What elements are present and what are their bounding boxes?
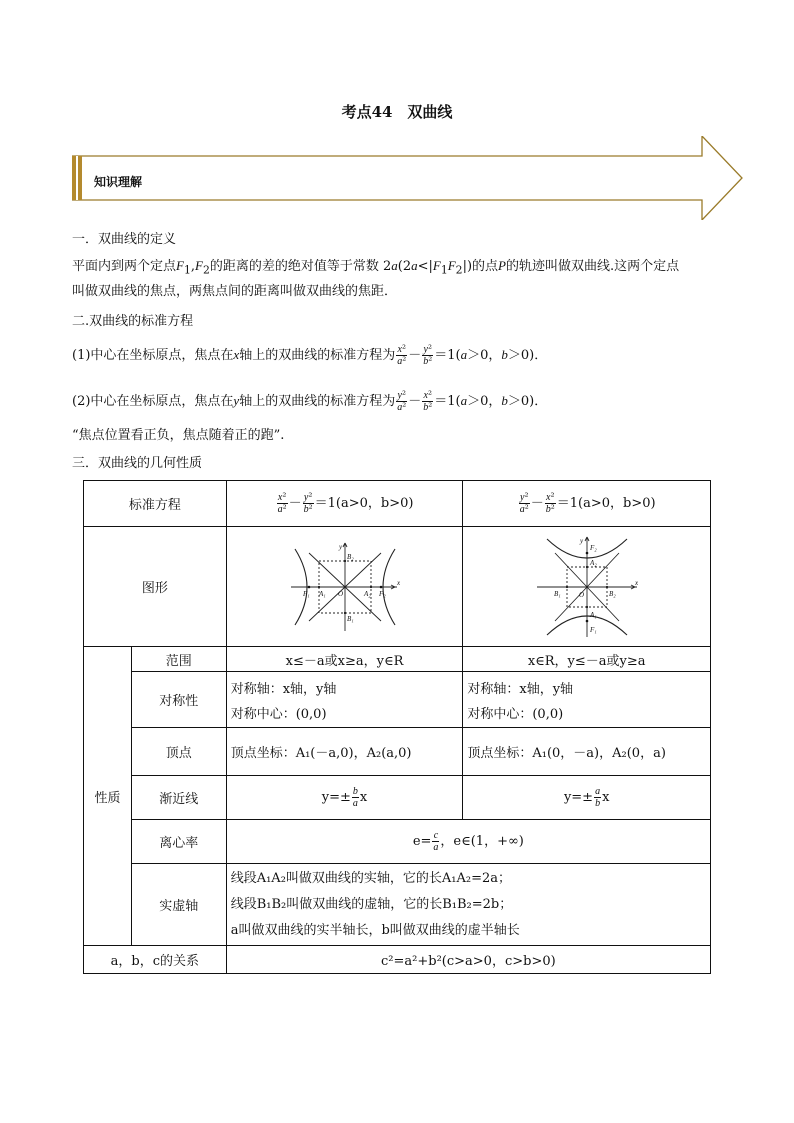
mnemonic-note: “焦点位置看正负，焦点随着正的跑”. (72, 428, 285, 443)
text: 的距离的差的绝对值等于常数 2 (209, 259, 392, 274)
b1-label: B₁ (346, 614, 354, 623)
y-axis-label: y (579, 536, 583, 545)
text: 平面内到两个定点 (72, 259, 177, 274)
text: ＞0)． (507, 348, 548, 363)
asymptote-right: y=± $\frac{a}{b}$ x (463, 776, 711, 820)
text: x (602, 790, 610, 805)
properties-table (83, 480, 711, 974)
text: <| (417, 259, 433, 274)
table-row (84, 481, 711, 527)
standard-eq-x: (1)中心在坐标原点，焦点在x轴上的双曲线的标准方程为 $\frac{\text{x²}}{\text{a²}}$ － $\frac{\text{y²}}{\text{b²}}$ ＝1(a＞0，b＞0)． (72, 344, 548, 367)
eq-left: $\frac{\text{x²}}{\text{a²}}$ － $\frac{\text{y²}}{\text{b²}}$ ＝1(a>0，b>0) (226, 481, 463, 527)
row-label-vertex: 顶点 (131, 728, 226, 776)
text: 对称轴：x轴，y轴 (467, 681, 574, 697)
definition-line-1: 平面内到两个定点$F_1,F_2$的距离的差的绝对值等于常数 $2a(2a<|F_1F_2|)$的点P的轨迹叫做双曲线.这两个定点 (72, 258, 680, 277)
b2-label: B₂ (346, 552, 354, 561)
range-left: x≤－a或x≥a，y∈R (226, 647, 463, 672)
graph-x-hyperbola (226, 527, 463, 647)
text: ＝1( (434, 394, 461, 409)
row-label-axes: 实虚轴 (131, 864, 226, 946)
text: e= (412, 834, 432, 849)
row-label-asymptote: 渐近线 (131, 776, 226, 820)
text: (2)中心在坐标原点，焦点在 (72, 394, 234, 409)
hyperbola-x-figure (287, 539, 403, 635)
table-row (84, 647, 711, 672)
section2-heading: 二.双曲线的标准方程 (72, 314, 194, 329)
range-right: x∈R，y≤－a或y≥a (463, 647, 711, 672)
text: a (391, 258, 398, 273)
text: ＝1(a>0，b>0) (556, 496, 656, 511)
graph-y-hyperbola (463, 527, 711, 647)
symmetry-right (463, 672, 711, 728)
asymptote-left: y=± $\frac{b}{a}$ x (226, 776, 463, 820)
row-label-range: 范围 (131, 647, 226, 672)
x-axis-label: x (396, 578, 400, 587)
table-row (84, 864, 711, 946)
text: 对称中心：(0,0) (467, 706, 564, 722)
text: 的轨迹叫做双曲线.这两个定点 (505, 259, 680, 274)
eccentricity-value: e= $\frac{c}{a}$ ，e∈(1，+∞) (226, 820, 710, 864)
a1-label: A₁ (318, 589, 326, 598)
table-row (84, 946, 711, 974)
text: (1)中心在坐标原点，焦点在 (72, 348, 234, 363)
definition-line-2: 叫做双曲线的焦点，两焦点间的距离叫做双曲线的焦距． (72, 284, 398, 299)
f1-label: F₁ (589, 625, 597, 634)
text: 对称中心：(0,0) (230, 706, 327, 722)
section-banner (72, 136, 744, 220)
section1-heading: 一．双曲线的定义 (72, 232, 177, 247)
text: x (233, 347, 240, 362)
a2-label: A₂ (363, 589, 371, 598)
text: (2 (397, 259, 412, 274)
text: 轴上的双曲线的标准方程为 (239, 394, 396, 409)
y-axis-label: y (338, 542, 342, 551)
banner-label: 知识理解 (94, 175, 143, 189)
header-properties: 性质 (84, 647, 132, 946)
vertex-left: 顶点坐标：A₁(－a,0)，A₂(a,0) (226, 728, 463, 776)
text: y (233, 393, 240, 408)
table-row (84, 820, 711, 864)
text: ＞0)． (507, 394, 548, 409)
text: 轴上的双曲线的标准方程为 (239, 348, 396, 363)
text: |)的点 (462, 259, 499, 274)
relation-value: c²=a²+b²(c>a>0，c>b>0) (226, 946, 710, 974)
eq-right: $\frac{\text{y²}}{\text{a²}}$ － $\frac{\text{x²}}{\text{b²}}$ ＝1(a>0，b>0) (463, 481, 711, 527)
text: ＝1(a>0，b>0) (314, 496, 414, 511)
text: y=± (321, 790, 351, 805)
table-row (84, 527, 711, 647)
page-title: 考点44 双曲线 (341, 103, 453, 121)
text: 对称轴：x轴，y轴 (230, 681, 337, 697)
text: ＝1( (434, 348, 461, 363)
text: ，e∈(1，+∞) (440, 834, 524, 849)
text: y=± (563, 790, 594, 805)
x-axis-label: x (634, 578, 638, 587)
section3-heading: 三．双曲线的几何性质 (72, 456, 203, 471)
b2-label: B₂ (608, 589, 616, 598)
vertex-right: 顶点坐标：A₁(0，－a)，A₂(0，a) (463, 728, 711, 776)
axes-value (226, 864, 710, 946)
header-graph: 图形 (84, 527, 227, 647)
header-standard-eq: 标准方程 (84, 481, 227, 527)
origin-label: O (337, 589, 343, 598)
row-label-eccentricity: 离心率 (131, 820, 226, 864)
text: x (359, 790, 368, 805)
text: a叫做双曲线的实半轴长，b叫做双曲线的虚半轴长 (230, 922, 520, 938)
text: 线段A₁A₂叫做双曲线的实轴，它的长A₁A₂=2a； (230, 870, 512, 886)
text: 线段B₁B₂叫做双曲线的虚轴，它的长B₁B₂=2b； (230, 896, 513, 912)
f1-label: F₁ (302, 589, 310, 598)
table-row (84, 728, 711, 776)
origin-label: O (578, 590, 584, 599)
f2-label: F₂ (378, 589, 386, 598)
b1-label: B₁ (553, 589, 561, 598)
row-label-relation: a，b，c的关系 (84, 946, 227, 974)
standard-eq-y: (2)中心在坐标原点，焦点在y轴上的双曲线的标准方程为 $\frac{\text{y²}}{\text{a²}}$ － $\frac{\text{x²}}{\text{b²}}$ ＝1(a＞0，b＞0)． (72, 390, 548, 413)
symmetry-left (226, 672, 463, 728)
table-row (84, 776, 711, 820)
f2-label: F₂ (589, 543, 597, 552)
text: P (498, 258, 506, 273)
hyperbola-y-figure (532, 533, 642, 641)
text: ＞0， (467, 348, 502, 363)
a2-label: A₂ (589, 558, 597, 567)
row-label-symmetry: 对称性 (131, 672, 226, 728)
text: ＞0， (467, 394, 502, 409)
table-row (84, 672, 711, 728)
a1-label: A₁ (589, 610, 597, 619)
